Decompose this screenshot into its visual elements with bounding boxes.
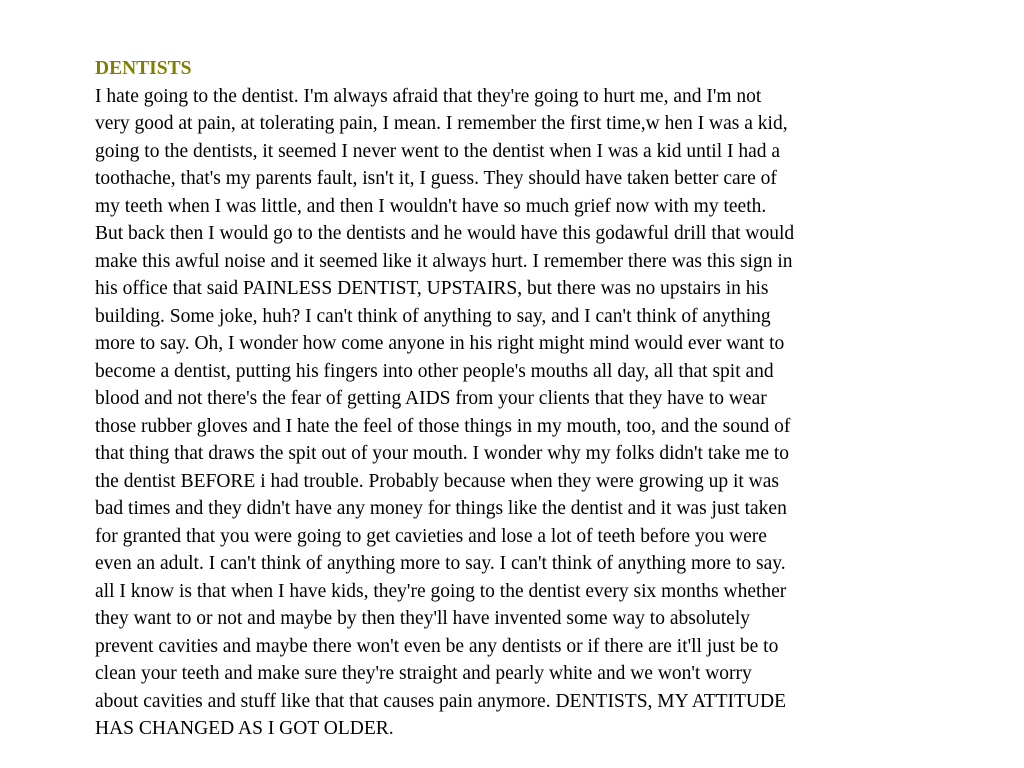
body-line: the dentist BEFORE i had trouble. Probably because when they were growing up it was [95,470,779,492]
body-line: prevent cavities and maybe there won't even be any dentists or if there are it'll just be to [95,635,779,657]
document-page [95,55,925,743]
body-line: my teeth when I was little, and then I wouldn't have so much grief now with my teeth. [95,195,767,217]
body-line: very good at pain, at tolerating pain, I mean. I remember the first time,w hen I was a kid, [95,113,788,134]
body-line: those rubber gloves and I hate the feel of those things in my mouth, too, and the sound of [95,415,791,437]
body-line: more to say. Oh, I wonder how come anyone in his right might mind would ever want to [95,333,785,354]
body-line: his office that said PAINLESS DENTIST, UPSTAIRS, but there was no upstairs in his [95,278,769,299]
body-line: clean your teeth and make sure they're straight and pearly white and we won't worry [95,663,752,684]
body-line: that thing that draws the spit out of your mouth. I wonder why my folks didn't take me to [95,443,790,464]
body-line: all I know is that when I have kids, they're going to the dentist every six months whether [95,580,787,602]
body-line: going to the dentists, it seemed I never went to the dentist when I was a kid until I had a [95,140,781,162]
document-body [95,83,925,743]
body-line: become a dentist, putting his fingers into other people's mouths all day, all that spit and [95,360,774,382]
body-line: bad times and they didn't have any money for things like the dentist and it was just taken [95,498,787,519]
body-line: make this awful noise and it seemed like it always hurt. I remember there was this sign in [95,250,793,272]
body-line: toothache, that's my parents fault, isn't it, I guess. They should have taken better care of [95,168,777,189]
document-title: DENTISTS [95,58,192,79]
body-line: blood and not there's the fear of getting AIDS from your clients that they have to wear [95,388,767,409]
body-line: they want to or not and maybe by then they'll have invented some way to absolutely [95,608,750,629]
body-line: about cavities and stuff like that that causes pain anymore. DENTISTS, MY ATTITUDE [95,690,787,712]
body-line: HAS CHANGED AS I GOT OLDER. [95,718,394,739]
body-line: building. Some joke, huh? I can't think of anything to say, and I can't think of anything [95,305,771,327]
body-line: for granted that you were going to get cavieties and lose a lot of teeth before you were [95,525,767,547]
body-line: I hate going to the dentist. I'm always afraid that they're going to hurt me, and I'm not [95,85,762,107]
body-line: But back then I would go to the dentists and he would have this godawful drill that would [95,223,795,244]
body-line: even an adult. I can't think of anything more to say. I can't think of anything more to say. [95,553,786,574]
